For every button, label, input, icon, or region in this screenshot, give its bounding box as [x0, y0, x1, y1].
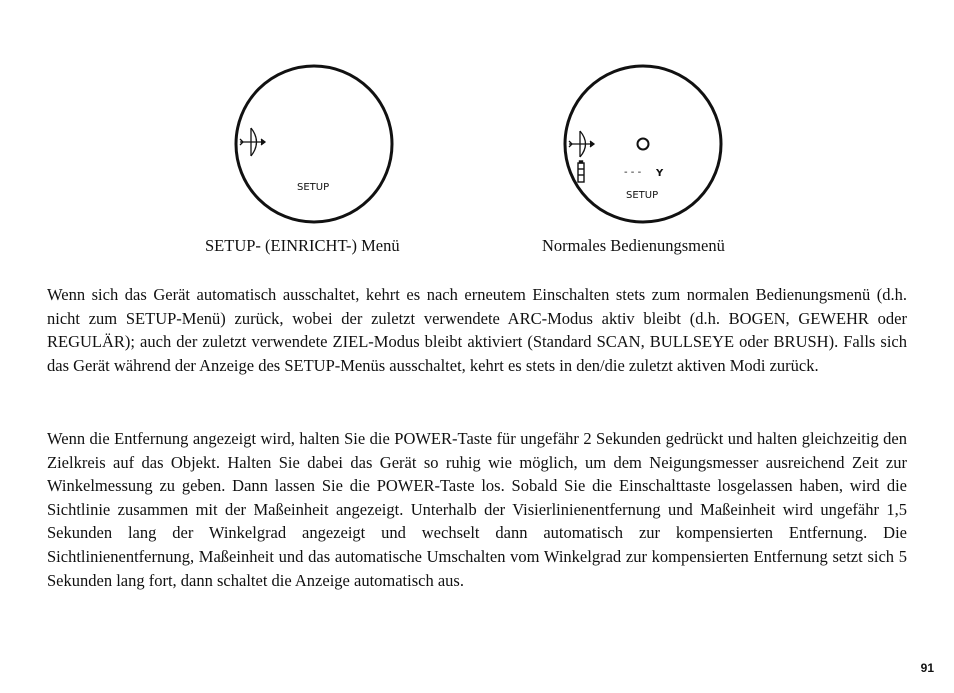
viewfinder-circle — [236, 66, 392, 222]
paragraph-angle-measurement: Wenn die Entfernung angezeigt wird, halten Sie die POWER-Taste für ungefähr 2 Sekunden gedrückt und halten gleichzeitig den Zielkreis auf das Objekt. Halten Sie dabei das Gerät so ruhig wie möglich, um dem Neigungsmesser ausreichend Zeit zur Winkelmessung zu geben. Dann lassen Sie die POWER-Taste los. Sobald Sie die Einschalttaste losgelassen haben, wird die Sichtlinie zusammen mit der Maßeinheit angezeigt. Unterhalb der Visierlinienentfernung und Maßeinheit wird ungefähr 1,5 Sekunden lang der Winkelgrad angezeigt und wechselt dann automatisch zur kompensierten Entfernung. Die Sichtlinienentfernung, Maßeinheit und das automatische Umschalten vom Winkelgrad zur kompensierten Entfernung setzt sich 5 Sekunden lang fort, dann schaltet die Anzeige automatisch aus. — [47, 429, 907, 590]
normal-menu-figure — [563, 64, 723, 224]
page-number: 91 — [920, 661, 934, 675]
setup-menu-figure — [234, 64, 394, 224]
normal-display-svg — [563, 64, 723, 224]
unit-label: Y — [656, 168, 664, 179]
distance-dashes: - - - — [624, 167, 642, 178]
bow-icon — [240, 128, 265, 156]
bow-icon — [569, 131, 594, 157]
setup-menu-caption: SETUP- (EINRICHT-) Menü — [205, 236, 400, 255]
setup-display-svg — [234, 64, 394, 224]
setup-label: SETUP — [626, 190, 659, 201]
battery-icon — [578, 161, 584, 182]
setup-label: SETUP — [297, 182, 330, 193]
target-circle-icon — [638, 139, 649, 150]
paragraph-auto-shutoff: Wenn sich das Gerät automatisch ausschaltet, kehrt es nach erneutem Einschalten stets zum normalen Bedienungsmenü (d.h. nicht zum SETUP-Menü) zurück, wobei der zuletzt verwendete ARC-Modus aktiv bleibt (d.h. BOGEN, GEWEHR oder REGULÄR); auch der zuletzt verwendete ZIEL-Modus bleibt aktiviert (Standard SCAN, BULLSEYE oder BRUSH). Falls sich das Gerät während der Anzeige des SETUP-Menüs ausschaltet, kehrt es stets in den/die zuletzt aktiven Modi zurück. — [47, 285, 907, 375]
normal-menu-caption: Normales Bedienungsmenü — [542, 236, 725, 255]
